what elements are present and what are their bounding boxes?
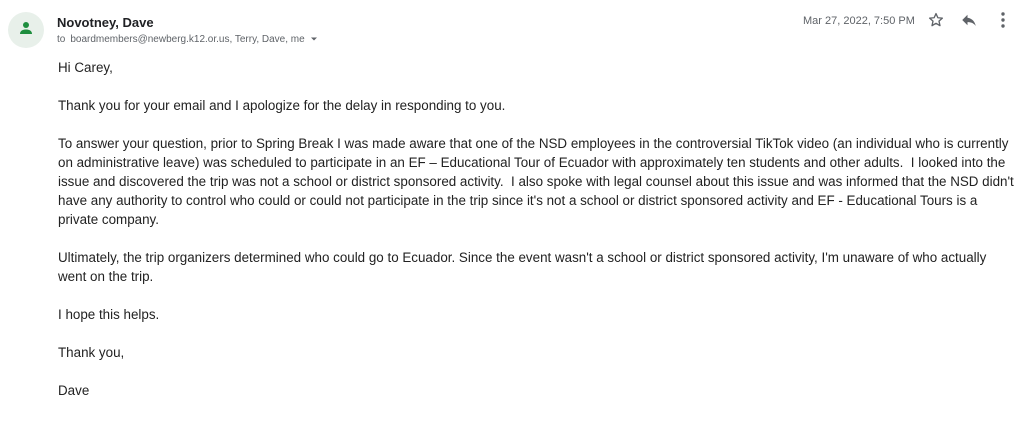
recipients-list: boardmembers@newberg.k12.or.us, Terry, Dave, me [70, 33, 305, 45]
email-closing: Thank you, [58, 345, 125, 360]
star-button[interactable] [925, 11, 947, 33]
email-signature: Dave [58, 383, 90, 398]
sender-avatar[interactable] [8, 12, 44, 48]
email-body [58, 58, 1018, 419]
more-vert-icon [1000, 11, 1006, 34]
chevron-down-icon[interactable] [307, 33, 321, 45]
star-outline-icon [927, 11, 945, 34]
reply-button[interactable] [958, 11, 980, 33]
recipients-line [57, 33, 321, 45]
email-timestamp: Mar 27, 2022, 7:50 PM [803, 15, 915, 27]
email-greeting: Hi Carey, [58, 60, 113, 75]
reply-icon [960, 11, 978, 34]
recipients-prefix: to [57, 33, 66, 45]
person-icon [18, 20, 34, 41]
email-paragraph: I hope this helps. [58, 307, 160, 322]
email-paragraph: Ultimately, the trip organizers determined who could go to Ecuador. Since the event wasn't a school or district sponsored activity, I'm unaware of who actually went on the trip. [58, 250, 991, 284]
email-paragraph: Thank you for your email and I apologize for the delay in responding to you. [58, 98, 506, 113]
sender-name[interactable]: Novotney, Dave [57, 15, 154, 30]
more-options-button[interactable] [992, 11, 1014, 33]
email-paragraph: To answer your question, prior to Spring Break I was made aware that one of the NSD employees in the controversial TikTok video (an individual who is currently on administrative leave) was scheduled to participate in an EF – Educational Tour of Ecuador with approximately ten students and other adults. I looked into the issue and discovered the trip was not a school or district sponsored activity. I also spoke with legal counsel about this issue and was informed that the NSD didn't have any authority to control who could or could not participate in the trip since it's not a school or district sponsored activity and EF - Educational Tours is a private company. [58, 136, 1018, 227]
